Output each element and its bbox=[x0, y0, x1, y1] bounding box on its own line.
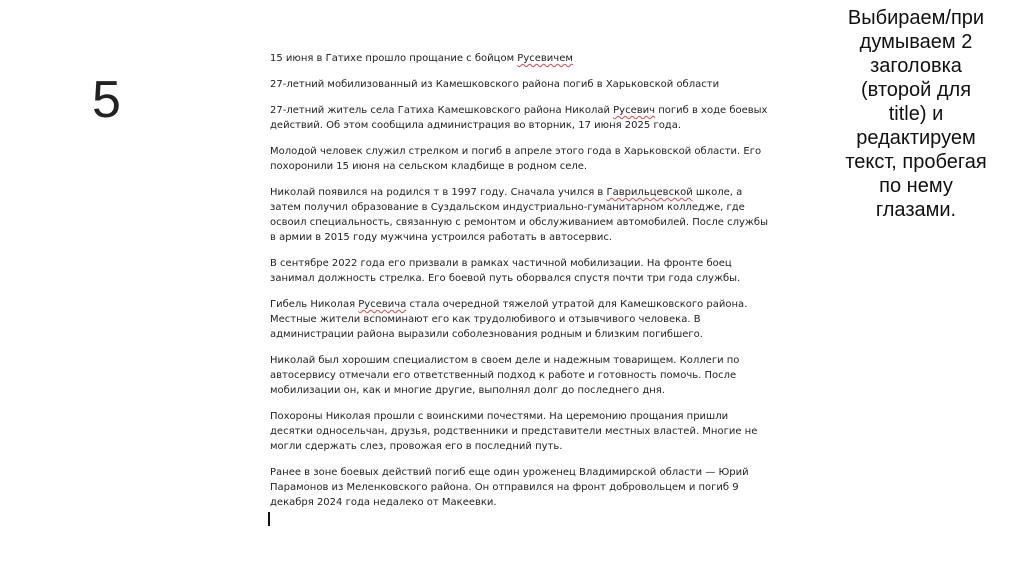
slide-number: 5 bbox=[92, 71, 121, 129]
note-line: Выбираем/при bbox=[847, 7, 985, 29]
paragraph-text: 27-летний житель села Гатиха Камешковского района Николай bbox=[270, 105, 614, 116]
paragraph-text: Гибель Николая bbox=[270, 299, 359, 310]
spellcheck-word: Гаврильцевской bbox=[606, 187, 693, 198]
article-title bbox=[270, 51, 770, 66]
spellcheck-word: Русевич bbox=[613, 105, 656, 116]
instruction-note bbox=[826, 6, 1006, 222]
paragraph-5 bbox=[270, 297, 770, 342]
paragraph-4: В сентябре 2022 года его призвали в рамках частичной мобилизации. На фронте боец занимал должность стрелка. Его боевой путь оборвался спустя почти три года службы. bbox=[270, 258, 741, 284]
paragraph-7: Похороны Николая прошли с воинскими почестями. На церемонию прощания пришли десятки односельчан, друзья, родственники и представители местных властей. Многие не могли сдержать слез, провожая его в последний путь. bbox=[270, 411, 758, 452]
paragraph-text: погиб в ходе боевых действий. Об этом сообщила администрация во вторник, 17 июня 2025 года. bbox=[270, 105, 768, 131]
note-line: (второй для bbox=[860, 79, 972, 101]
paragraph-8: Ранее в зоне боевых действий погиб еще один уроженец Владимирской области — Юрий Парамонов из Меленковского района. Он отправился на фронт добровольцем и погиб 9 декабря 2024 года недалеко от Макеевки. bbox=[270, 467, 749, 508]
paragraph-6: Николай был хорошим специалистом в своем деле и надежным товарищем. Коллеги по автосервису отмечали его ответственный подход к работе и готовность помочь. После мобилизации он, как и многие другие, выполнял долг до последнего дня. bbox=[270, 355, 740, 396]
note-line: редактируем bbox=[856, 127, 976, 149]
paragraph-text: стала очередной тяжелой утратой для Камешковского района. Местные жители вспоминают его как трудолюбивого и отзывчивого человека. В администрации района выразили соболезнования родным и близким погибшего. bbox=[270, 299, 748, 340]
note-line: title) и bbox=[888, 103, 944, 125]
document-body[interactable] bbox=[270, 51, 770, 521]
paragraph-1 bbox=[270, 103, 770, 133]
title-text: 15 июня в Гатихе прошло прощание с бойцом bbox=[270, 53, 518, 64]
spellcheck-word: Русевича bbox=[358, 299, 407, 310]
note-line: думываем 2 bbox=[859, 31, 973, 53]
paragraph-3 bbox=[270, 185, 770, 245]
note-line: заголовка bbox=[870, 55, 962, 77]
spellcheck-word: Русевичем bbox=[517, 53, 573, 64]
paragraph-text: школе, а затем получил образование в Суздальском индустриально-гуманитарном колледже, где освоил специальность, связанную с ремонтом и обслуживанием автомобилей. После службы в армии в 2015 году мужчина устроился работать в автосервис. bbox=[270, 187, 768, 243]
paragraph-2: Молодой человек служил стрелком и погиб в апреле этого года в Харьковской области. Его похоронили 15 июня на сельском кладбище в родном селе. bbox=[270, 146, 762, 172]
paragraph-text: Николай появился на родился т в 1997 году. Сначала учился в bbox=[270, 187, 607, 198]
article-subtitle: 27-летний мобилизованный из Камешковского района погиб в Харьковской области bbox=[270, 79, 720, 90]
note-line: глазами. bbox=[875, 199, 957, 221]
note-line: текст, пробегая bbox=[845, 151, 987, 173]
note-line: по нему bbox=[879, 175, 953, 197]
text-cursor bbox=[268, 512, 270, 526]
